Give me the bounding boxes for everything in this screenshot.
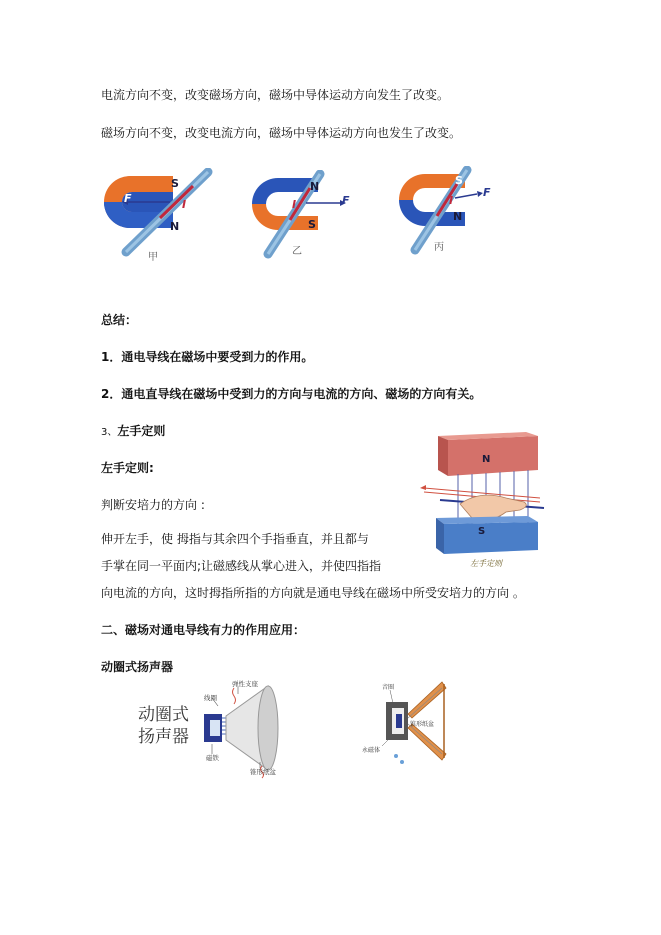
cone-label: 锥形纸盆 <box>250 768 276 776</box>
pole-bottom-label: N <box>170 220 180 233</box>
cone-label-2: 锥形纸盆 <box>410 721 435 728</box>
left-hand-rule-text-1: 伸开左手，使 拇指与其余四个手指垂直，并且都与 <box>101 532 369 546</box>
current-label: I <box>449 194 454 207</box>
speaker-title: 动圈式扬声器 <box>101 660 174 674</box>
pole-n-label: N <box>482 454 491 465</box>
pole-top-label: S <box>455 174 463 187</box>
current-label: I <box>292 198 297 211</box>
caption-jia: 甲 <box>148 252 158 263</box>
point3-title: 左手定则 <box>117 424 166 438</box>
caption-bing: 丙 <box>434 242 444 253</box>
pole-top-label: S <box>171 177 179 190</box>
left-hand-rule-figure <box>420 432 548 570</box>
left-hand-rule-text-3: 向电流的方向，这时拇指所指的方向就是通电导线在磁场中所受安培力的方向 。 <box>101 586 525 600</box>
pole-bottom-label: N <box>453 210 463 223</box>
section-2-heading: 二、磁场对通电导线有力的作用应用： <box>101 623 306 637</box>
left-hand-rule-label: 左手定则: <box>101 461 154 475</box>
summary-point-3 <box>101 422 165 439</box>
point3-number: 3、 <box>101 427 118 438</box>
force-label: F <box>124 192 132 205</box>
caption-yi: 乙 <box>292 246 302 257</box>
coil-label: 线圈 <box>204 694 217 702</box>
para-current-constant: 电流方向不变，改变磁场方向，磁场中导体运动方向发生了改变。 <box>101 88 450 102</box>
left-hand-rule-purpose: 判断安培力的方向 : <box>101 498 205 512</box>
voice-coil-label: 音圈 <box>382 684 395 691</box>
force-label: F <box>483 186 491 199</box>
magnet-figure-jia <box>98 168 223 263</box>
summary-title: 总结： <box>101 313 138 327</box>
para-field-constant: 磁场方向不变，改变电流方向，磁场中导体运动方向也发生了改变。 <box>101 126 462 140</box>
spring-label: 弹性支座 <box>232 680 258 688</box>
speaker-figure-2 <box>362 678 452 770</box>
magnet-figure-bing <box>395 166 500 256</box>
speaker-big-label-1: 动圈式 <box>138 705 189 725</box>
speaker-figure-1 <box>134 678 294 780</box>
current-label: I <box>182 198 187 211</box>
pole-top-label: N <box>310 180 320 193</box>
force-label: F <box>342 194 350 207</box>
magnet-label: 磁铁 <box>206 754 219 762</box>
permanent-magnet-label: 永磁体 <box>362 747 381 754</box>
left-hand-rule-text-2: 手掌在同一平面内;让磁感线从掌心进入，并使四指指 <box>101 559 382 573</box>
summary-point-1: 1．通电导线在磁场中要受到力的作用。 <box>101 350 314 364</box>
magnet-figure-yi <box>248 170 363 260</box>
pole-s-label: S <box>478 526 486 537</box>
pole-bottom-label: S <box>308 218 316 231</box>
left-hand-rule-caption: 左手定则 <box>470 559 502 568</box>
summary-point-2: 2．通电直导线在磁场中受到力的方向与电流的方向、磁场的方向有关。 <box>101 387 482 401</box>
speaker-big-label-2: 扬声器 <box>138 727 189 747</box>
